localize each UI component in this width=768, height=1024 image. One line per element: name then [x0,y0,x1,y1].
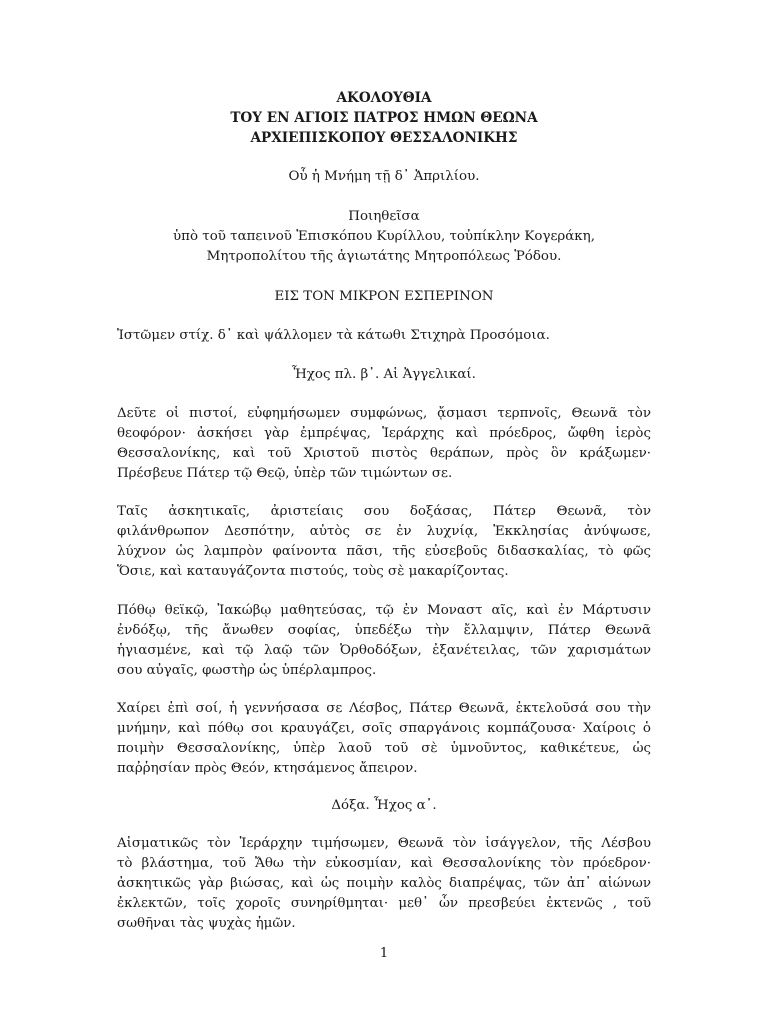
sticheron-3-line-4: σου αὐγαῖς, φωστὴρ ὡς ὑπέρλαμπρος. [117,663,377,678]
doxastikon-line-5: σωθῆναι τὰς ψυχὰς ἡμῶν. [117,916,296,931]
page-number: 1 [379,946,389,961]
sticheron-4-line-1: Χαίρει ἐπὶ σοί, ἡ γεννήσασα σε Λέσβος, Πάτερ Θεωνᾶ, ἐκτελοῦσά σου τὴν [117,701,651,716]
doxastikon-line-4: ἐκλεκτῶν, τοῖς χοροῖς συνηρίθμηται· μεθ᾽ ὧν πρεσβεύει ἐκτενῶς , τοῦ [117,896,651,911]
sticheron-4-line-2: μνήμην, καὶ πόθῳ σοι κραυγάζει, σοῖς σπαργάνοις κομπάζουσα· Χαίροις ὁ [117,721,651,736]
doxastikon-line-2: τὸ βλάστημα, τοῦ Ἄθω τὴν εὐκοσμίαν, καὶ Θεσσαλονίκης τὸν πρόεδρον· [117,856,651,871]
doxastikon-line-1: Αἰσματικῶς τὸν Ἱεράρχην τιμήσωμεν, Θεωνᾶ τὸν ἰσάγγελον, τῆς Λέσβου [117,836,651,851]
composed-line-3: Μητροπολίτου τῆς ἁγιωτάτης Μητροπόλεως Ῥόδου. [206,249,562,264]
doxa-heading: Δόξα. Ἦχος α᾽. [331,798,437,813]
sticheron-4-line-4: παῤῥησίαν πρὸς Θεόν, κτησάμενος ἄπειρον. [117,761,418,776]
section-heading: ΕΙΣ ΤΟΝ ΜΙΚΡΟΝ ΕΣΠΕΡΙΝΟΝ [274,289,494,304]
composed-line-1: Ποιηθεῖσα [348,209,420,224]
title-line-1: ΑΚΟΛΟΥΘΙΑ [336,90,432,106]
sticheron-3-line-1: Πόθῳ θεϊκῷ, Ἰακώβῳ μαθητεύσας, τῷ ἐν Μοναστ αῖς, καὶ ἐν Μάρτυσιν [117,603,651,618]
sticheron-2-line-4: Ὅσιε, καὶ καταυγάζοντα πιστούς, τοὺς σὲ μακαρίζοντας. [117,564,509,579]
doxastikon-line-3: ἀσκητικῶς γὰρ βιώσας, καὶ ὡς ποιμὴν καλὸς διαπρέψας, τῶν ἀπ᾽ αἰώνων [117,876,651,891]
sticheron-2-line-1: Ταῖς ἀσκητικαῖς, ἀριστείαις σου δοξάσας, Πάτερ Θεωνᾶ, τὸν [117,504,651,519]
sticheron-3-line-2: ἐνδόξῳ, τῆς ἄνωθεν σοφίας, ὑπεδέξω τὴν ἔλλαμψιν, Πάτερ Θεωνᾶ [117,623,651,638]
sticheron-2-line-3: λύχνον ὡς λαμπρὸν φαίνοντα πᾶσι, τῆς εὐσεβοῦς διδασκαλίας, τὸ φῶς [117,544,651,559]
sticheron-1-line-1: Δεῦτε οἱ πιστοί, εὐφημήσωμεν συμφώνως, ᾄσμασι τερπνοῖς, Θεωνᾶ τὸν [117,406,651,421]
memory-line: Οὗ ἡ Μνήμη τῇ δ᾽ Ἀπριλίου. [288,169,480,184]
sticheron-1-line-3: Θεσσαλονίκης, καὶ τοῦ Χριστοῦ πιστὸς θεράπων, πρὸς ὃν κράξωμεν· [117,446,651,461]
tone-heading: Ἦχος πλ. β᾽. Αἱ Ἀγγελικαί. [292,367,476,382]
sticheron-2-line-2: φιλάνθρωπον Δεσπότην, αὐτὸς σε ἐν λυχνίᾳ, Ἐκκλησίας ἀνύψωσε, [117,524,651,539]
title-line-3: ΑΡΧΙΕΠΙΣΚΟΠΟΥ ΘΕΣΣΑΛΟΝΙΚΗΣ [250,130,518,146]
sticheron-4-line-3: ποιμὴν Θεσσαλονίκης, ὑπὲρ λαοῦ τοῦ σὲ ὑμνοῦντος, καθικέτευε, ὡς [117,741,651,756]
composed-line-2: ὑπὸ τοῦ ταπεινοῦ Ἐπισκόπου Κυρίλλου, τοὐπίκλην Κογεράκη, [173,229,595,244]
sticheron-3-line-3: ἡγιασμένε, καὶ τῷ λαῷ τῶν Ὀρθοδόξων, ἐξανέτειλας, τῶν χαρισμάτων [117,643,651,658]
rubric-line: Ἱστῶμεν στίχ. δ᾽ καὶ ψάλλομεν τὰ κάτωθι Στιχηρὰ Προσόμοια. [117,328,550,343]
sticheron-1-line-2: θεοφόρον· ἀσκήσει γὰρ ἐμπρέψας, Ἱεράρχης καὶ πρόεδρος, ὤφθη ἱερὸς [117,426,651,441]
title-line-2: ΤΟΥ ΕΝ ΑΓΙΟΙΣ ΠΑΤΡΟΣ ΗΜΩΝ ΘΕΩΝΑ [230,110,538,126]
sticheron-1-line-4: Πρέσβευε Πάτερ τῷ Θεῷ, ὑπὲρ τῶν τιμώντων σε. [117,466,453,481]
